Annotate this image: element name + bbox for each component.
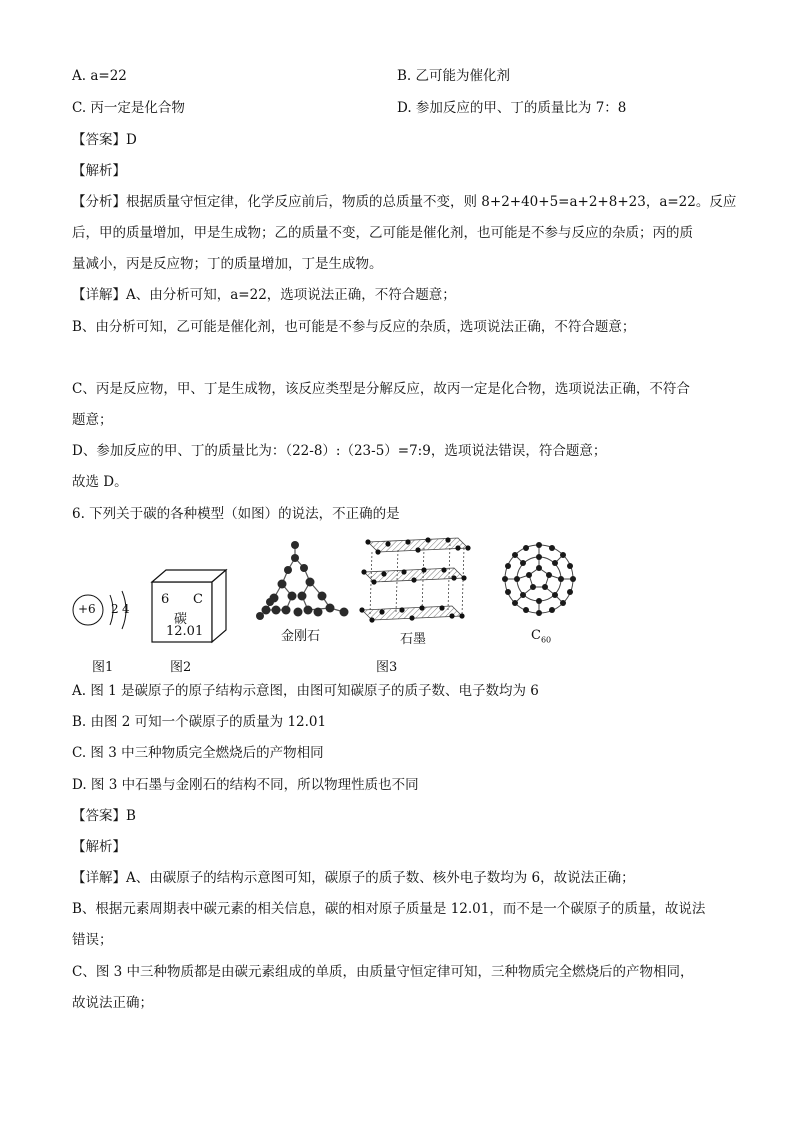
q6-detail-c-line-1: C、图 3 中三种物质都是由碳元素组成的单质，由质量守恒定律可知，三种物质完全燃烧后的产物相同， (72, 964, 694, 980)
fig1-shell-1-electrons: 2 (111, 602, 119, 616)
q6-option-a: A. 图 1 是碳原子的原子结构示意图，由图可知碳原子的质子数、电子数均为 6 (72, 683, 539, 699)
caption-figure-2: 图2 (170, 660, 192, 675)
graphite-structure-illustration (358, 534, 474, 626)
label-diamond: 金刚石 (281, 629, 321, 644)
q6-analysis-heading: 【解析】 (72, 839, 126, 855)
q5-option-a: A. a=22 (72, 68, 127, 84)
q6-detail-a: 【详解】A、由碳原子的结构示意图可知，碳原子的质子数、核外电子数均为 6，故说法正确； (72, 870, 635, 886)
q5-fenxi-line-2: 后，甲的质量增加，甲是生成物；乙的质量不变，乙可能是催化剂，也可能是不参与反应的杂质；丙的质 (72, 225, 693, 241)
caption-figure-1: 图1 (92, 660, 114, 675)
q5-detail-a: 【详解】A、由分析可知，a=22，选项说法正确，不符合题意； (72, 287, 456, 303)
fig2-atomic-number: 6 (161, 592, 170, 607)
q6-option-d: D. 图 3 中石墨与金刚石的结构不同，所以物理性质也不同 (72, 777, 419, 793)
label-graphite: 石墨 (400, 632, 427, 647)
q6-stem: 6. 下列关于碳的各种模型（如图）的说法，不正确的是 (72, 506, 400, 522)
fig2-atomic-mass: 12.01 (166, 624, 204, 639)
label-c60-base: C (531, 628, 541, 643)
fig1-nucleus-charge: +6 (78, 602, 96, 616)
q5-choose: 故选 D。 (72, 474, 128, 490)
q5-option-d: D. 参加反应的甲、丁的质量比为 7：8 (397, 100, 627, 116)
fig2-element-name: 碳 (174, 612, 188, 627)
q5-analysis-heading: 【解析】 (72, 163, 126, 179)
q6-option-b: B. 由图 2 可知一个碳原子的质量为 12.01 (72, 714, 327, 730)
label-c60-subscript: 60 (540, 635, 552, 645)
fig2-element-symbol: C (193, 592, 203, 607)
q6-answer: 【答案】B (72, 808, 136, 824)
c60-structure-illustration (500, 540, 578, 618)
q6-option-c: C. 图 3 中三种物质完全燃烧后的产物相同 (72, 745, 324, 761)
q6-detail-b-line-2: 错误； (72, 932, 113, 948)
q5-option-c: C. 丙一定是化合物 (72, 100, 185, 116)
q5-fenxi-line-1: 【分析】根据质量守恒定律，化学反应前后，物质的总质量不变，则 8+2+40+5=a+2+8+23，a=22。反应 (72, 194, 737, 210)
q5-detail-b: B、由分析可知，乙可能是催化剂，也可能是不参与反应的杂质，选项说法正确，不符合题意； (72, 319, 636, 335)
q5-detail-d: D、参加反应的甲、丁的质量比为：（22-8）:（23-5）=7:9，选项说法错误，符合题意； (72, 443, 607, 459)
q5-detail-c-line-1: C、丙是反应物，甲、丁是生成物，该反应类型是分解反应，故丙一定是化合物，选项说法正确，不符合 (72, 381, 690, 397)
q5-answer: 【答案】D (72, 132, 137, 148)
fig1-shell-2-electrons: 4 (122, 602, 130, 616)
label-c60 (531, 628, 551, 645)
q5-fenxi-line-3: 量减小，丙是反应物；丁的质量增加，丁是生成物。 (72, 256, 383, 272)
q5-option-b: B. 乙可能为催化剂 (397, 68, 511, 84)
q6-detail-c-line-2: 故说法正确； (72, 995, 153, 1011)
caption-figure-3: 图3 (376, 660, 398, 675)
diamond-structure-illustration (252, 540, 350, 622)
q6-detail-b-line-1: B、根据元素周期表中碳元素的相关信息，碳的相对原子质量是 12.01，而不是一个碳原子的质量，故说法 (72, 901, 706, 917)
q5-detail-c-line-2: 题意； (72, 412, 113, 428)
